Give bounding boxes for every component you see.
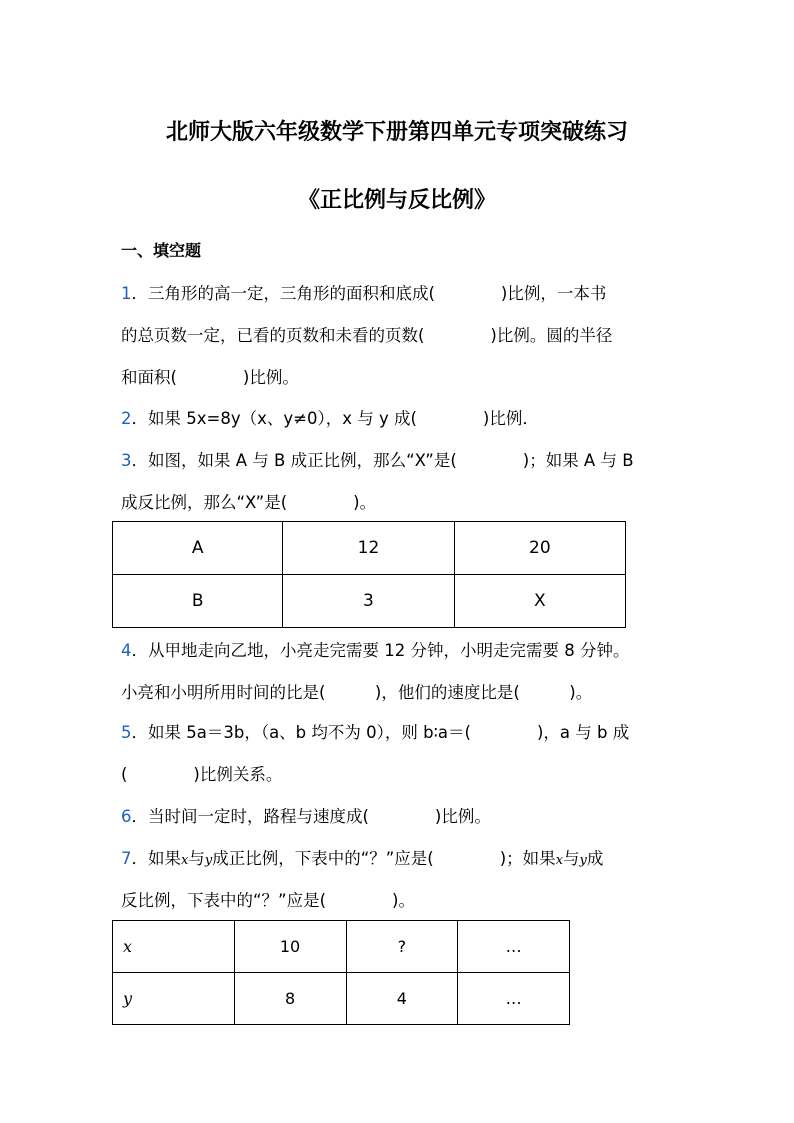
question-5-line-2: ( )比例关系。 [121, 765, 283, 784]
question-7-line-2: 反比例，下表中的“？”应是( )。 [121, 891, 415, 910]
question-4-line-2: 小亮和小明所用时间的比是( )，他们的速度比是( )。 [121, 683, 593, 702]
question-text: ．如图，如果 A 与 B 成正比例，那么“X”是( )；如果 A 与 B [131, 451, 634, 470]
question-3-line-1 [121, 447, 634, 471]
table-row [113, 522, 626, 575]
table-cell: … [458, 921, 570, 973]
question-number: 4 [121, 641, 132, 660]
table-cell: B [113, 575, 283, 628]
table-cell: 4 [346, 973, 458, 1025]
question-text: ．三角形的高一定，三角形的面积和底成( )比例，一本书 [131, 284, 607, 303]
question-number: 6 [121, 807, 132, 826]
table-cell: 12 [283, 522, 454, 575]
question-text: ．如果 [131, 849, 181, 868]
table-cell: X [454, 575, 625, 628]
question-2-line-1 [121, 405, 539, 429]
variable-y: y [579, 853, 587, 868]
table-row [113, 921, 570, 973]
page-subtitle: 《正比例与反比例》 [297, 188, 496, 213]
question-4-line-1 [121, 637, 629, 661]
ab-table [112, 521, 626, 628]
xy-table [112, 920, 570, 1025]
page-title: 北师大版六年级数学下册第四单元专项突破练习 [165, 120, 628, 145]
question-text: ．从甲地走向乙地，小亮走完需要 12 分钟，小明走完需要 8 分钟。 [131, 641, 630, 660]
question-number: 5 [121, 723, 132, 742]
table-cell: x [113, 921, 235, 973]
question-1-line-1 [121, 280, 606, 304]
question-number: 1 [121, 284, 132, 303]
question-7-line-1 [121, 845, 603, 869]
question-text: ．如果 5x=8y（x、y≠0），x 与 y 成( )比例． [131, 409, 539, 428]
question-text: 成正比例，下表中的“？”应是( )；如果 [212, 849, 556, 868]
table-row [113, 575, 626, 628]
question-text: 与 [188, 849, 205, 868]
question-text: ．当时间一定时，路程与速度成( )比例。 [131, 807, 491, 826]
question-1-line-2: 的总页数一定，已看的页数和未看的页数( )比例。圆的半径 [121, 326, 613, 345]
question-6-line-1 [121, 803, 491, 827]
table-cell: 3 [283, 575, 454, 628]
table-cell: ? [346, 921, 458, 973]
question-text: ．如果 5a＝3b，（a、b 均不为 0），则 b∶a＝( )，a 与 b 成 [131, 723, 630, 742]
question-text: 成 [586, 849, 604, 868]
variable-x: x [181, 853, 189, 868]
section-heading: 一、填空题 [121, 241, 202, 260]
question-text: 与 [563, 849, 580, 868]
table-row [113, 973, 570, 1025]
table-cell: … [458, 973, 570, 1025]
table-cell: 10 [234, 921, 346, 973]
variable-y: y [204, 853, 213, 868]
question-number: 3 [121, 451, 132, 470]
question-number: 2 [121, 409, 132, 428]
question-number: 7 [121, 849, 132, 868]
question-1-line-3: 和面积( )比例。 [121, 368, 299, 387]
variable-x: x [555, 853, 564, 868]
question-5-line-1 [121, 719, 629, 743]
table-cell: A [113, 522, 283, 575]
table-cell: y [113, 973, 235, 1025]
table-cell: 20 [454, 522, 625, 575]
table-cell: 8 [234, 973, 346, 1025]
question-3-line-2: 成反比例，那么“X”是( )。 [121, 493, 377, 512]
